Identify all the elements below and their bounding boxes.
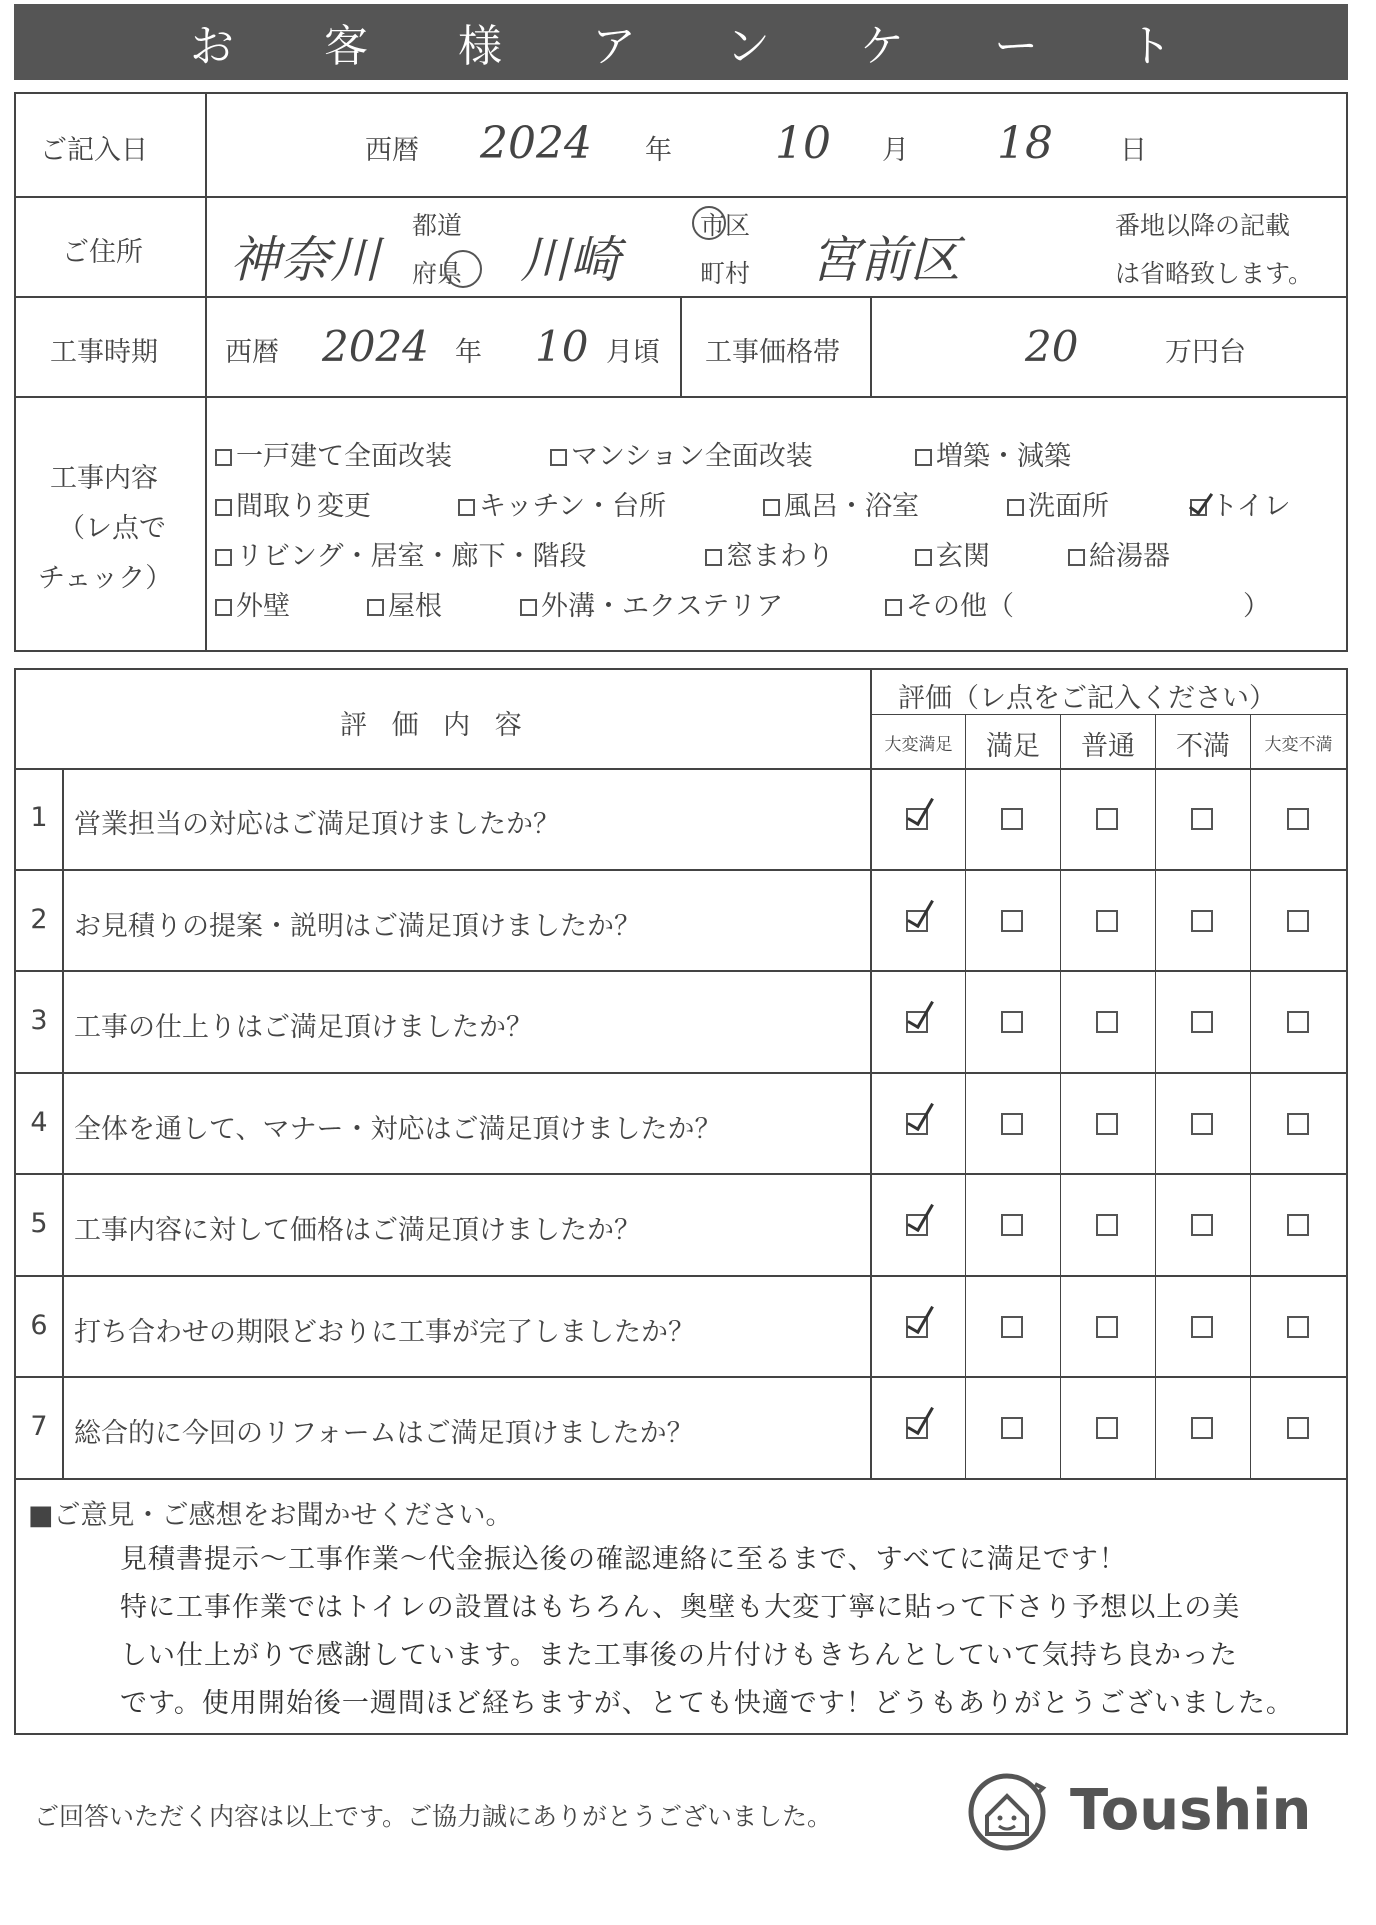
- address-label: ご住所: [62, 237, 143, 268]
- form-title: お 客 様 ア ン ケ ー ト: [14, 4, 1348, 80]
- price-label: 工事価格帯: [705, 337, 840, 368]
- rating-checkbox-checked[interactable]: [906, 1113, 928, 1135]
- footer-note: ご回答いただく内容は以上です。ご協力誠にありがとうございました。: [34, 1802, 833, 1831]
- work-item[interactable]: 窓まわり: [705, 534, 834, 573]
- rating-checkbox[interactable]: [1287, 1417, 1309, 1439]
- pref-unit-top: 都道: [412, 211, 463, 240]
- rating-checkbox[interactable]: [1191, 1417, 1213, 1439]
- pref-circle-mark: [444, 250, 482, 288]
- rating-checkbox[interactable]: [1001, 808, 1023, 830]
- col-very-dissatisfied: 大変不満: [1264, 735, 1333, 755]
- rating-checkbox[interactable]: [1191, 910, 1213, 932]
- work-item[interactable]: 間取り変更: [215, 484, 371, 523]
- rating-checkbox[interactable]: [1096, 808, 1118, 830]
- col-neutral: 普通: [1081, 731, 1135, 762]
- work-label-1: 工事内容: [50, 463, 158, 494]
- rating-checkbox[interactable]: [1096, 1316, 1118, 1338]
- work-other-close: ）: [1243, 591, 1270, 622]
- address-note-1: 番地以降の記載: [1115, 211, 1291, 240]
- date-year[interactable]: 2024: [480, 118, 592, 169]
- rating-checkbox-checked[interactable]: [906, 1417, 928, 1439]
- comment-line: 見積書提示～工事作業～代金振込後の確認連絡に至るまで、すべてに満足です！: [120, 1544, 1127, 1575]
- work-item[interactable]: 増築・減築: [915, 434, 1071, 473]
- rating-checkbox[interactable]: [1001, 1011, 1023, 1033]
- question-text: 工事内容に対して価格はご満足頂けましたか？: [74, 1215, 641, 1246]
- work-item[interactable]: キッチン・台所: [458, 484, 666, 523]
- work-item[interactable]: 玄関: [915, 534, 990, 573]
- period-year-unit: 年: [455, 337, 482, 368]
- rating-checkbox[interactable]: [1191, 1316, 1213, 1338]
- address-city[interactable]: 川崎: [520, 231, 620, 289]
- checkbox[interactable]: [1007, 499, 1024, 516]
- question-text: 全体を通して、マナー・対応はご満足頂けましたか？: [74, 1114, 722, 1145]
- city-unit-top: 市区: [700, 211, 751, 240]
- question-text: お見積りの提案・説明はご満足頂けましたか？: [74, 911, 641, 942]
- address-ward[interactable]: 宮前区: [810, 231, 960, 289]
- checkbox[interactable]: [520, 599, 537, 616]
- date-day-unit: 日: [1120, 135, 1147, 166]
- comment-line: です。使用開始後一週間ほど経ちますが、とても快適です！どうもありがとうございました。: [120, 1688, 1294, 1719]
- work-item[interactable]: 外壁: [215, 584, 290, 623]
- rating-checkbox-checked[interactable]: [906, 910, 928, 932]
- question-number: 2: [30, 904, 48, 935]
- period-seireki: 西暦: [225, 337, 279, 368]
- rating-checkbox-checked[interactable]: [906, 1214, 928, 1236]
- period-label: 工事時期: [50, 337, 158, 368]
- period-month[interactable]: 10: [535, 322, 589, 371]
- date-year-unit: 年: [645, 135, 672, 166]
- rating-checkbox[interactable]: [1191, 1214, 1213, 1236]
- comment-line: しい仕上がりで感謝しています。また工事後の片付けもきちんとしていて気持ち良かった: [120, 1640, 1238, 1671]
- work-item[interactable]: 屋根: [367, 584, 442, 623]
- rating-checkbox[interactable]: [1287, 808, 1309, 830]
- rating-checkbox[interactable]: [1096, 1214, 1118, 1236]
- rating-checkbox[interactable]: [1096, 1417, 1118, 1439]
- rating-checkbox[interactable]: [1191, 1113, 1213, 1135]
- checkbox[interactable]: [915, 449, 932, 466]
- date-month-unit: 月: [882, 135, 909, 166]
- question-number: 7: [30, 1411, 48, 1442]
- checkbox[interactable]: [885, 599, 902, 616]
- col-satisfied: 満足: [986, 731, 1040, 762]
- rating-checkbox[interactable]: [1001, 910, 1023, 932]
- work-item[interactable]: 洗面所: [1007, 484, 1109, 523]
- question-number: 6: [30, 1310, 48, 1341]
- rating-checkbox[interactable]: [1001, 1316, 1023, 1338]
- question-text: 工事の仕上りはご満足頂けましたか？: [74, 1012, 533, 1043]
- work-item[interactable]: その他（: [885, 584, 1014, 623]
- question-number: 4: [30, 1107, 48, 1138]
- col-dissatisfied: 不満: [1176, 731, 1230, 762]
- checkbox-checked[interactable]: [1190, 499, 1207, 516]
- work-item[interactable]: マンション全面改装: [550, 434, 813, 473]
- rating-checkbox[interactable]: [1096, 910, 1118, 932]
- rating-checkbox[interactable]: [1287, 1011, 1309, 1033]
- checkbox[interactable]: [705, 549, 722, 566]
- checkbox[interactable]: [215, 449, 232, 466]
- work-item[interactable]: 風呂・浴室: [763, 484, 919, 523]
- comments-heading: ■ご意見・ご感想をお聞かせください。: [28, 1500, 513, 1531]
- work-item[interactable]: 給湯器: [1068, 534, 1170, 573]
- work-label-2: （レ点で: [58, 513, 166, 544]
- city-unit-bottom: 町村: [700, 259, 751, 288]
- rating-checkbox[interactable]: [1287, 910, 1309, 932]
- rating-checkbox[interactable]: [1001, 1214, 1023, 1236]
- date-month[interactable]: 10: [775, 118, 831, 169]
- checkbox[interactable]: [550, 449, 567, 466]
- address-prefecture[interactable]: 神奈川: [230, 231, 380, 289]
- pref-unit-bottom: 府県: [412, 259, 463, 288]
- rating-checkbox[interactable]: [1287, 1214, 1309, 1236]
- rating-checkbox-checked[interactable]: [906, 1316, 928, 1338]
- checkbox[interactable]: [915, 549, 932, 566]
- work-label-3: チェック）: [38, 563, 173, 594]
- date-seireki: 西暦: [365, 135, 419, 166]
- question-text: 打ち合わせの期限どおりに工事が完了しましたか？: [74, 1317, 695, 1348]
- checkbox[interactable]: [367, 599, 384, 616]
- question-number: 5: [30, 1208, 48, 1239]
- work-item[interactable]: トイレ: [1190, 484, 1291, 523]
- checkbox[interactable]: [763, 499, 780, 516]
- checkbox[interactable]: [215, 499, 232, 516]
- period-month-unit: 月頃: [606, 337, 660, 368]
- col-very-satisfied: 大変満足: [884, 735, 953, 755]
- address-note-2: は省略致します。: [1115, 259, 1314, 288]
- rating-checkbox-checked[interactable]: [906, 808, 928, 830]
- rating-checkbox-checked[interactable]: [906, 1011, 928, 1033]
- rating-checkbox[interactable]: [1287, 1316, 1309, 1338]
- question-number: 3: [30, 1005, 48, 1036]
- period-year[interactable]: 2024: [322, 322, 429, 371]
- price-value[interactable]: 20: [1025, 322, 1079, 371]
- checkbox[interactable]: [458, 499, 475, 516]
- price-unit: 万円台: [1165, 337, 1246, 368]
- question-number: 1: [30, 802, 48, 833]
- question-text: 総合的に今回のリフォームはご満足頂けましたか？: [74, 1418, 694, 1449]
- city-circle-mark: [692, 206, 726, 240]
- work-item[interactable]: リビング・居室・廊下・階段: [215, 534, 586, 573]
- rating-checkbox[interactable]: [1191, 1011, 1213, 1033]
- question-text: 営業担当の対応はご満足頂けましたか？: [74, 809, 560, 840]
- rating-checkbox[interactable]: [1096, 1113, 1118, 1135]
- comment-line: 特に工事作業ではトイレの設置はもちろん、奥壁も大変丁寧に貼って下さり予想以上の美: [120, 1592, 1241, 1623]
- rating-checkbox[interactable]: [1001, 1417, 1023, 1439]
- work-item[interactable]: 一戸建て全面改装: [215, 434, 452, 473]
- rating-checkbox[interactable]: [1191, 808, 1213, 830]
- date-label: ご記入日: [40, 135, 148, 166]
- content-header: 評 価 内 容: [340, 710, 530, 741]
- date-day[interactable]: 18: [997, 118, 1053, 169]
- checkbox[interactable]: [215, 599, 232, 616]
- work-item[interactable]: 外溝・エクステリア: [520, 584, 783, 623]
- company-logo-text: Toushin: [1070, 1778, 1312, 1843]
- eval-header: 評価（レ点をご記入ください）: [898, 683, 1276, 714]
- house-logo-icon: [965, 1770, 1049, 1854]
- checkbox[interactable]: [215, 549, 232, 566]
- rating-checkbox[interactable]: [1096, 1011, 1118, 1033]
- checkbox[interactable]: [1068, 549, 1085, 566]
- rating-checkbox[interactable]: [1287, 1113, 1309, 1135]
- rating-checkbox[interactable]: [1001, 1113, 1023, 1135]
